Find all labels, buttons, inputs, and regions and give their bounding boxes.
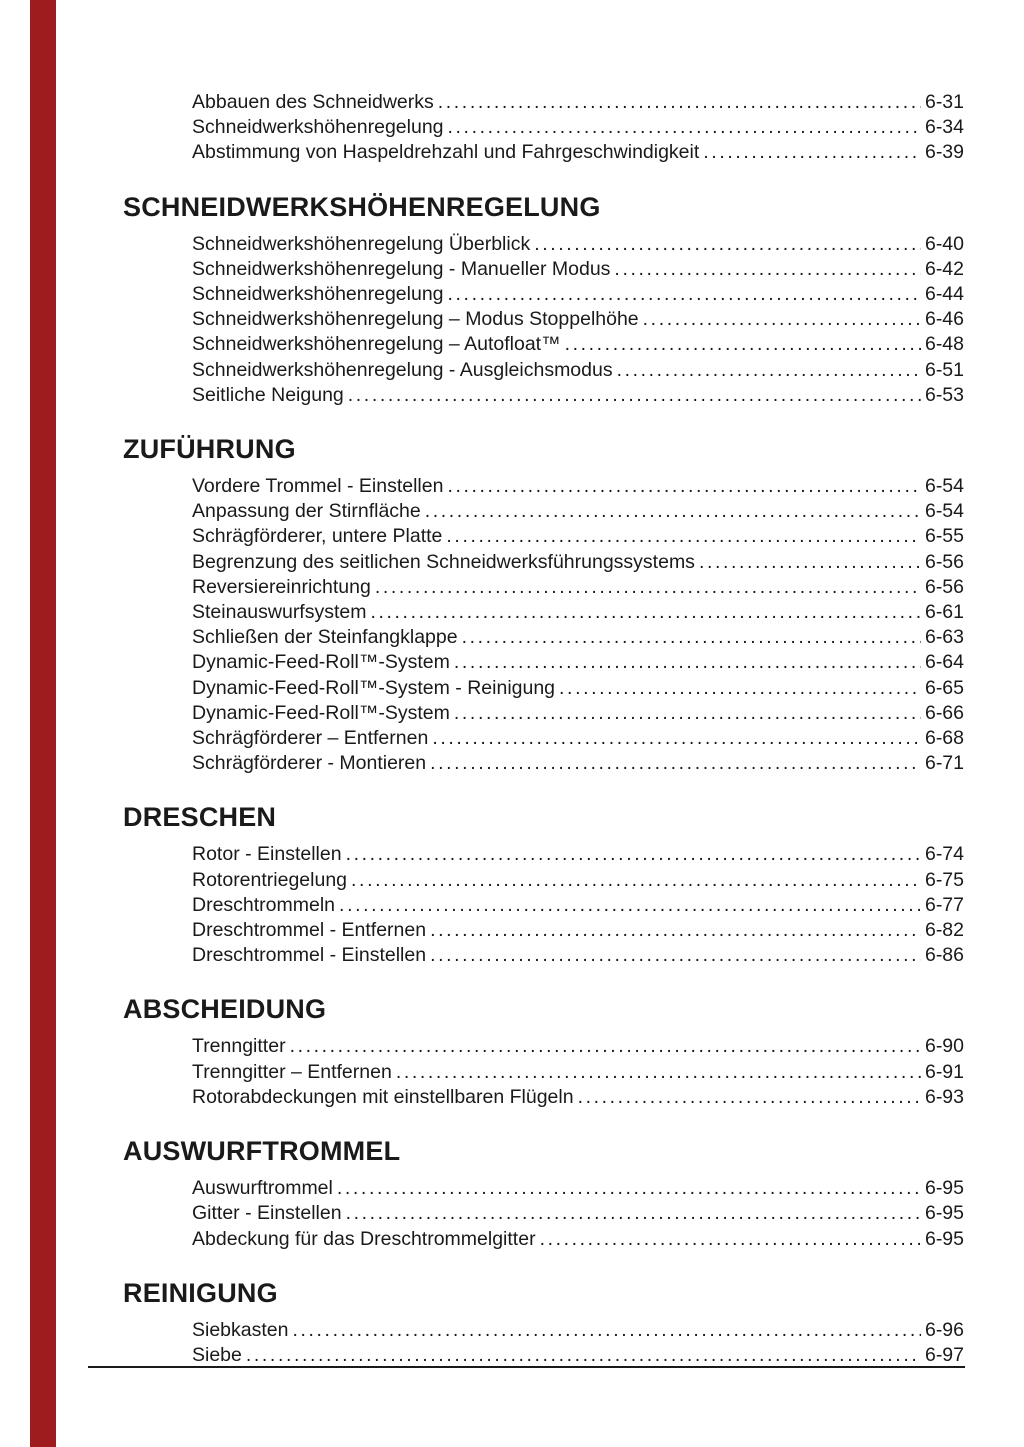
entry-title: Dreschtrommel - Einstellen (192, 944, 427, 967)
section-entries (192, 842, 964, 968)
dot-leader (614, 257, 921, 282)
entry-page-number: 6-82 (924, 919, 964, 942)
dot-leader (292, 1318, 920, 1343)
entry-title: Schneidwerkshöhenregelung – Modus Stoppelhöhe (192, 308, 639, 331)
toc-entry (192, 115, 964, 140)
toc-section (123, 994, 964, 1110)
toc-entry (192, 524, 964, 549)
toc-entry (192, 1176, 964, 1201)
entry-page-number: 6-68 (924, 727, 964, 750)
dot-leader (425, 499, 921, 524)
dot-leader (447, 474, 921, 499)
toc-entry (192, 332, 964, 357)
dot-leader (438, 90, 921, 115)
entry-title: Steinauswurfsystem (192, 601, 367, 624)
toc-entry (192, 868, 964, 893)
entry-page-number: 6-56 (924, 575, 964, 598)
section-heading: ZUFÜHRUNG (123, 434, 296, 465)
entry-title: Gitter - Einstellen (192, 1202, 342, 1225)
entry-page-number: 6-55 (924, 525, 964, 548)
entry-page-number: 6-71 (924, 752, 964, 775)
entry-page-number: 6-91 (924, 1060, 964, 1083)
entry-title: Schneidwerkshöhenregelung - Ausgleichsmodus (192, 358, 613, 381)
toc-section (123, 802, 964, 968)
toc-entry (192, 282, 964, 307)
entry-page-number: 6-86 (924, 944, 964, 967)
entry-title: Siebe (192, 1343, 242, 1366)
entry-title: Schneidwerkshöhenregelung - Manueller Modus (192, 257, 611, 280)
dot-leader (339, 893, 921, 918)
entry-title: Dynamic-Feed-Roll™-System (192, 701, 450, 724)
entry-page-number: 6-95 (924, 1202, 964, 1225)
dot-leader (351, 868, 921, 893)
section-heading: SCHNEIDWERKSHÖHENREGELUNG (123, 191, 601, 222)
dot-leader (348, 383, 921, 408)
dot-leader (699, 550, 921, 575)
section-heading: ABSCHEIDUNG (123, 994, 327, 1025)
toc-entry (192, 307, 964, 332)
entry-page-number: 6-31 (924, 91, 964, 113)
entry-page-number: 6-66 (924, 701, 964, 724)
entry-page-number: 6-63 (924, 626, 964, 649)
dot-leader (540, 1227, 921, 1252)
entry-title: Schrägförderer - Montieren (192, 752, 427, 775)
toc-entry (192, 1085, 964, 1110)
dot-leader (375, 575, 921, 600)
dot-leader (578, 1085, 921, 1110)
dot-leader (446, 524, 921, 549)
entry-title: Schrägförderer, untere Platte (192, 525, 443, 548)
entry-page-number: 6-54 (924, 475, 964, 498)
toc-entry (192, 893, 964, 918)
entry-page-number: 6-42 (924, 257, 964, 280)
toc-entry (192, 751, 964, 776)
toc-entry (192, 600, 964, 625)
toc-entry (192, 257, 964, 282)
entry-title: Siebkasten (192, 1318, 289, 1341)
entry-page-number: 6-61 (924, 601, 964, 624)
dot-leader (448, 115, 921, 140)
entry-title: Dynamic-Feed-Roll™-System (192, 651, 450, 674)
entry-title: Schrägförderer – Entfernen (192, 727, 429, 750)
dot-leader (462, 625, 921, 650)
dot-leader (396, 1060, 921, 1085)
toc-section (123, 1278, 964, 1368)
toc-entry (192, 140, 964, 165)
section-heading: AUSWURFTROMMEL (123, 1136, 401, 1167)
section-heading: REINIGUNG (123, 1277, 278, 1308)
toc-entry (192, 474, 964, 499)
toc-entry (192, 550, 964, 575)
entry-title: Schneidwerkshöhenregelung – Autofloat™ (192, 333, 561, 356)
dot-leader (430, 918, 921, 943)
entry-page-number: 6-95 (924, 1227, 964, 1250)
section-heading: DRESCHEN (123, 802, 277, 833)
entry-title: Rotorabdeckungen mit einstellbaren Flügeln (192, 1085, 574, 1108)
section-entries (192, 474, 964, 776)
entry-page-number: 6-75 (924, 868, 964, 891)
toc-entry (192, 1318, 964, 1343)
entry-title: Dreschtrommel - Entfernen (192, 919, 427, 942)
entry-title: Anpassung der Stirnfläche (192, 500, 421, 523)
toc-section (123, 192, 964, 408)
dot-leader (346, 1201, 921, 1226)
toc-entry (192, 1060, 964, 1085)
footer-rule (88, 1366, 965, 1368)
section-entries (192, 1176, 964, 1252)
dot-leader (370, 600, 920, 625)
toc-entry (192, 650, 964, 675)
entry-title: Reversiereinrichtung (192, 575, 371, 598)
toc-entry (192, 499, 964, 524)
dot-leader (454, 650, 921, 675)
toc-entry (192, 918, 964, 943)
entry-page-number: 6-51 (924, 358, 964, 381)
toc-section (123, 90, 964, 166)
entry-page-number: 6-95 (924, 1177, 964, 1200)
toc-entry (192, 1201, 964, 1226)
section-entries (192, 90, 964, 166)
section-entries (192, 1318, 964, 1368)
dot-leader (703, 140, 921, 165)
entry-page-number: 6-97 (924, 1343, 964, 1366)
entry-page-number: 6-93 (924, 1085, 964, 1108)
section-entries (192, 232, 964, 408)
entry-title: Schneidwerkshöhenregelung Überblick (192, 232, 531, 255)
toc-entry (192, 358, 964, 383)
dot-leader (430, 751, 921, 776)
toc-entry (192, 726, 964, 751)
toc-entry (192, 575, 964, 600)
entry-page-number: 6-56 (924, 550, 964, 573)
entry-title: Dynamic-Feed-Roll™-System - Reinigung (192, 676, 556, 699)
entry-title: Trenngitter (192, 1035, 286, 1058)
entry-page-number: 6-39 (924, 141, 964, 164)
entry-title: Seitliche Neigung (192, 383, 344, 406)
dot-leader (430, 943, 921, 968)
dot-leader (565, 332, 921, 357)
entry-title: Schneidwerkshöhenregelung (192, 283, 444, 306)
entry-page-number: 6-40 (924, 232, 964, 255)
entry-page-number: 6-46 (924, 308, 964, 331)
toc-section (123, 434, 964, 776)
entry-page-number: 6-77 (924, 893, 964, 916)
entry-title: Schneidwerkshöhenregelung (192, 116, 444, 139)
dot-leader (448, 282, 921, 307)
entry-title: Schließen der Steinfangklappe (192, 626, 458, 649)
toc-entry (192, 625, 964, 650)
dot-leader (617, 358, 921, 383)
entry-title: Vordere Trommel - Einstellen (192, 475, 444, 498)
page-edge-bar (30, 0, 56, 1447)
toc-section (123, 1136, 964, 1252)
entry-page-number: 6-44 (924, 283, 964, 306)
entry-page-number: 6-48 (924, 333, 964, 356)
entry-title: Rotorentriegelung (192, 868, 348, 891)
dot-leader (559, 676, 921, 701)
entry-title: Begrenzung des seitlichen Schneidwerksführungssystems (192, 550, 695, 573)
entry-page-number: 6-74 (924, 843, 964, 866)
dot-leader (290, 1034, 921, 1059)
entry-title: Abbauen des Schneidwerks (192, 91, 434, 113)
toc-entry (192, 676, 964, 701)
dot-leader (432, 726, 921, 751)
section-entries (192, 1034, 964, 1110)
entry-title: Auswurftrommel (192, 1177, 333, 1200)
entry-title: Abstimmung von Haspeldrehzahl und Fahrgeschwindigkeit (192, 141, 700, 164)
dot-leader (643, 307, 921, 332)
dot-leader (337, 1176, 921, 1201)
toc-entry (192, 943, 964, 968)
entry-page-number: 6-54 (924, 500, 964, 523)
dot-leader (246, 1343, 921, 1368)
entry-page-number: 6-65 (924, 676, 964, 699)
toc-entry (192, 383, 964, 408)
entry-page-number: 6-53 (924, 383, 964, 406)
toc-entry (192, 1034, 964, 1059)
entry-title: Abdeckung für das Dreschtrommelgitter (192, 1227, 536, 1250)
entry-page-number: 6-96 (924, 1318, 964, 1341)
entry-page-number: 6-34 (924, 116, 964, 139)
dot-leader (346, 842, 921, 867)
toc-content (123, 90, 964, 1394)
entry-page-number: 6-64 (924, 651, 964, 674)
toc-entry (192, 701, 964, 726)
toc-entry (192, 232, 964, 257)
toc-entry (192, 1227, 964, 1252)
toc-entry (192, 1343, 964, 1368)
entry-page-number: 6-90 (924, 1035, 964, 1058)
toc-entry (192, 842, 964, 867)
entry-title: Rotor - Einstellen (192, 843, 342, 866)
toc-entry (192, 90, 964, 115)
dot-leader (454, 701, 921, 726)
dot-leader (534, 232, 921, 257)
entry-title: Trenngitter – Entfernen (192, 1060, 392, 1083)
entry-title: Dreschtrommeln (192, 893, 336, 916)
